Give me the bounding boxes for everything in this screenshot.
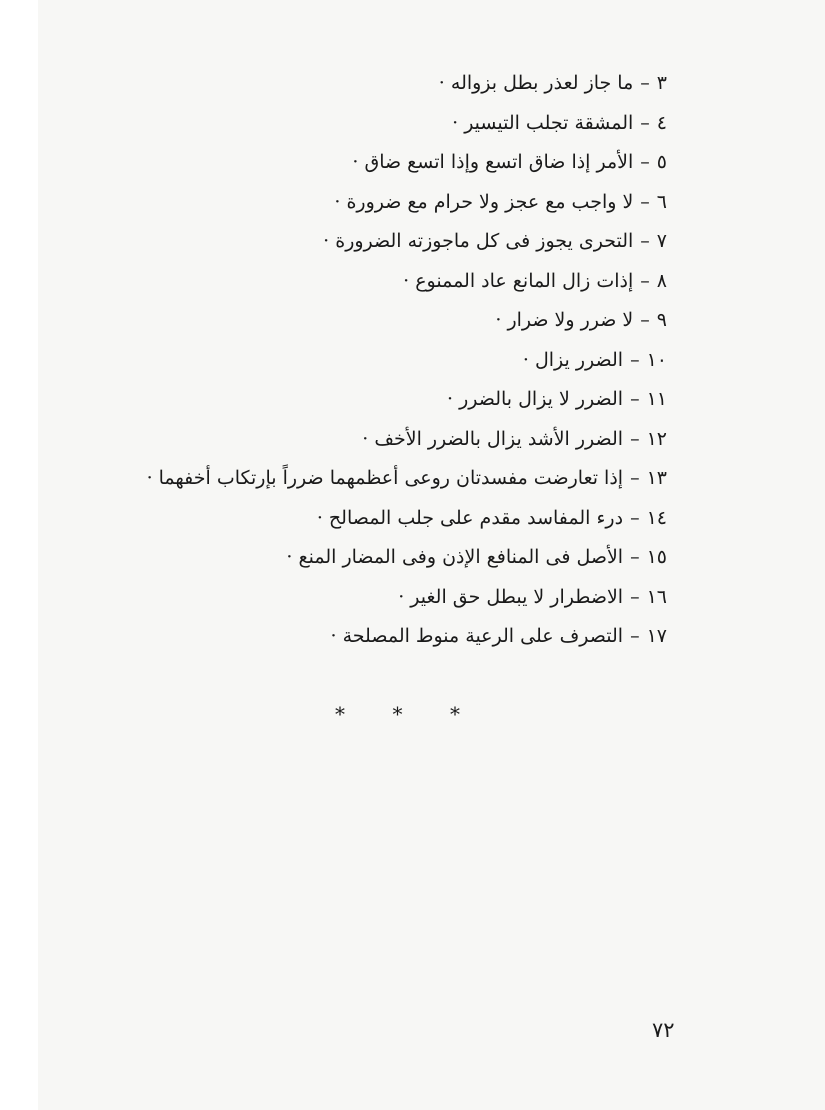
rule-number: ١٣ xyxy=(646,467,667,489)
rule-number: ٩ xyxy=(656,309,667,331)
page-number: ٧٢ xyxy=(652,1018,675,1042)
rule-number: ٧ xyxy=(656,230,667,252)
rule-number: ٨ xyxy=(656,269,667,292)
rule-separator: – xyxy=(630,585,640,608)
rule-separator: – xyxy=(640,151,650,173)
rule-item-16 xyxy=(107,578,667,618)
section-separator xyxy=(335,704,460,724)
rule-item-15 xyxy=(107,538,667,578)
rule-text: إذات زال المانع عاد الممنوع · xyxy=(403,269,634,292)
rule-text: لا واجب مع عجز ولا حرام مع ضرورة · xyxy=(334,190,634,213)
rule-item-3 xyxy=(107,64,667,104)
rule-item-10 xyxy=(107,341,667,381)
asterisk-ornament: * xyxy=(335,702,345,726)
rule-text: الضرر الأشد يزال بالضرر الأخف · xyxy=(362,427,624,450)
rule-number: ١١ xyxy=(646,388,667,410)
rule-text: إذا تعارضت مفسدتان روعى أعظمهما ضرراً بإرتكاب أخفهما · xyxy=(146,467,624,489)
rule-text: الأمر إذا ضاق اتسع وإذا اتسع ضاق · xyxy=(352,151,634,173)
rule-text: درء المفاسد مقدم على جلب المصالح · xyxy=(316,506,624,529)
rule-separator: – xyxy=(630,348,640,371)
rule-item-5 xyxy=(107,143,667,183)
rule-item-17 xyxy=(107,617,667,657)
rule-separator: – xyxy=(640,230,650,252)
rule-separator: – xyxy=(630,506,640,529)
rule-item-7 xyxy=(107,222,667,262)
rule-separator: – xyxy=(630,625,640,647)
rule-number: ١٠ xyxy=(646,348,667,371)
rule-text: الاضطرار لا يبطل حق الغير · xyxy=(398,585,624,608)
rule-item-11 xyxy=(107,380,667,420)
rule-separator: – xyxy=(640,190,650,213)
rule-separator: – xyxy=(630,388,640,410)
rule-text: الضرر لا يزال بالضرر · xyxy=(446,388,624,410)
asterisk-ornament: * xyxy=(450,702,460,726)
rule-separator: – xyxy=(640,111,650,134)
rule-separator: – xyxy=(640,309,650,331)
rule-number: ٥ xyxy=(656,151,667,173)
rule-number: ٤ xyxy=(656,111,667,134)
rule-text: ما جاز لعذر بطل بزواله · xyxy=(438,72,634,94)
rule-number: ٦ xyxy=(656,190,667,213)
rule-separator: – xyxy=(640,269,650,292)
rule-item-4 xyxy=(107,104,667,144)
rule-text: المشقة تجلب التيسير · xyxy=(452,111,634,134)
rule-separator: – xyxy=(640,72,650,94)
rule-item-13 xyxy=(107,459,667,499)
rule-text: التحرى يجوز فى كل ماجوزته الضرورة · xyxy=(323,230,634,252)
rule-number: ١٤ xyxy=(646,506,667,529)
rule-number: ٣ xyxy=(656,72,667,94)
rule-number: ١٧ xyxy=(646,625,667,647)
asterisk-ornament: * xyxy=(392,702,403,726)
rule-item-14 xyxy=(107,499,667,539)
rule-item-8 xyxy=(107,262,667,302)
rule-text: الأصل فى المنافع الإذن وفى المضار المنع · xyxy=(286,546,624,568)
legal-maxims-list xyxy=(107,64,667,657)
rule-item-12 xyxy=(107,420,667,460)
rule-separator: – xyxy=(630,427,640,450)
rule-text: الضرر يزال · xyxy=(522,348,624,371)
rule-item-6 xyxy=(107,183,667,223)
rule-text: لا ضرر ولا ضرار · xyxy=(495,309,634,331)
rule-separator: – xyxy=(630,467,640,489)
rule-number: ١٥ xyxy=(646,546,667,568)
rule-separator: – xyxy=(630,546,640,568)
rule-number: ١٦ xyxy=(646,585,667,608)
rule-number: ١٢ xyxy=(646,427,667,450)
rule-item-9 xyxy=(107,301,667,341)
rule-text: التصرف على الرعية منوط المصلحة · xyxy=(330,625,624,647)
